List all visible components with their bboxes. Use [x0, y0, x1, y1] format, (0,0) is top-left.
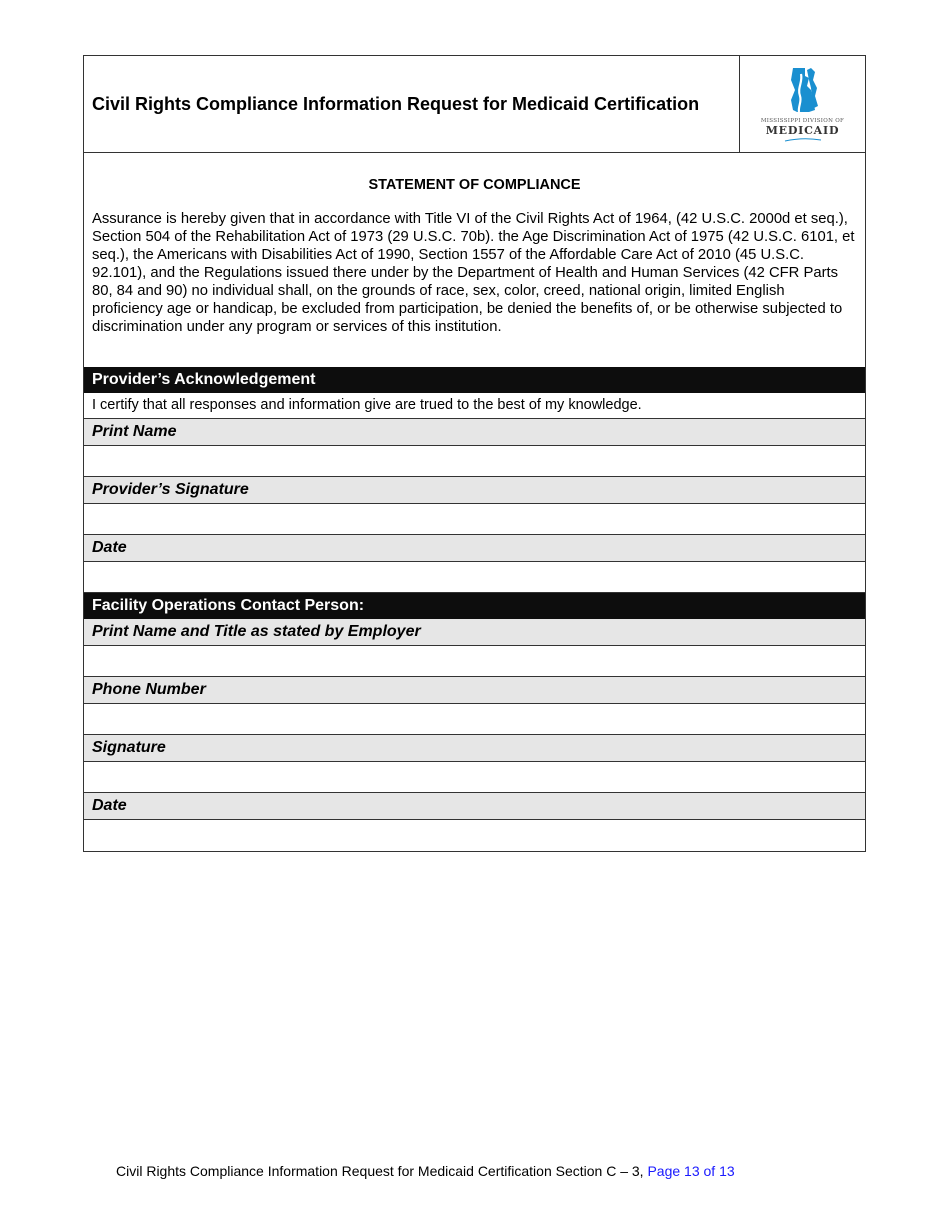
form-header — [84, 56, 865, 153]
medicaid-logo — [740, 56, 865, 152]
page-footer — [116, 1163, 735, 1179]
provider-date-field[interactable] — [84, 562, 865, 593]
print-name-label: Print Name — [84, 419, 865, 446]
print-name-field[interactable] — [84, 446, 865, 477]
contact-date-label: Date — [84, 793, 865, 820]
statement-heading: STATEMENT OF COMPLIANCE — [368, 177, 581, 193]
phone-number-field[interactable] — [84, 704, 865, 735]
form-title: Civil Rights Compliance Information Request for Medicaid Certification — [84, 56, 740, 152]
providers-acknowledgement-header: Provider’s Acknowledgement — [84, 367, 865, 393]
contact-date-field[interactable] — [84, 820, 865, 851]
logo-swoosh-icon — [783, 137, 823, 142]
mississippi-state-outline-logo-icon — [785, 66, 821, 116]
contact-signature-label: Signature — [84, 735, 865, 762]
compliance-form — [83, 55, 866, 852]
logo-org-line: MISSISSIPPI DIVISION OF — [760, 118, 845, 124]
phone-number-label: Phone Number — [84, 677, 865, 704]
footer-text: Civil Rights Compliance Information Request for Medicaid Certification Section C – 3, — [116, 1163, 644, 1179]
statement-of-compliance — [84, 153, 865, 367]
contact-signature-field[interactable] — [84, 762, 865, 793]
providers-signature-label: Provider’s Signature — [84, 477, 865, 504]
provider-date-label: Date — [84, 535, 865, 562]
facility-contact-header: Facility Operations Contact Person: — [84, 593, 865, 619]
page-number: Page 13 of 13 — [647, 1163, 735, 1179]
certification-text: I certify that all responses and information give are trued to the best of my knowledge. — [84, 393, 865, 419]
logo-name: MEDICAID — [765, 124, 840, 137]
contact-name-title-field[interactable] — [84, 646, 865, 677]
providers-signature-field[interactable] — [84, 504, 865, 535]
statement-text: Assurance is hereby given that in accordance with Title VI of the Civil Rights Act of 1964, (42 U.S.C. 2000d et seq.), Section 504 of the Rehabilitation Act of 1973 (29 U.S.C. 70b). the Age Discrimination Act of 1975 (42 U.S.C. 6101, et seq.), the Americans with Disabilities Act of 1990, Section 1557 of the Affordable Care Act of 2010 (45 U.S.C. 92.101), and the Regulations issued there under by the Department of Health and Human Services (42 CFR Parts 80, 84 and 90) no individual shall, on the grounds of race, sex, color, creed, national origin, limited English proficiency age or handicap, be excluded from participation, be denied the benefits of, or be otherwise subjected to discrimination under any program or services of this institution. — [92, 211, 855, 335]
contact-name-title-label: Print Name and Title as stated by Employer — [84, 619, 865, 646]
